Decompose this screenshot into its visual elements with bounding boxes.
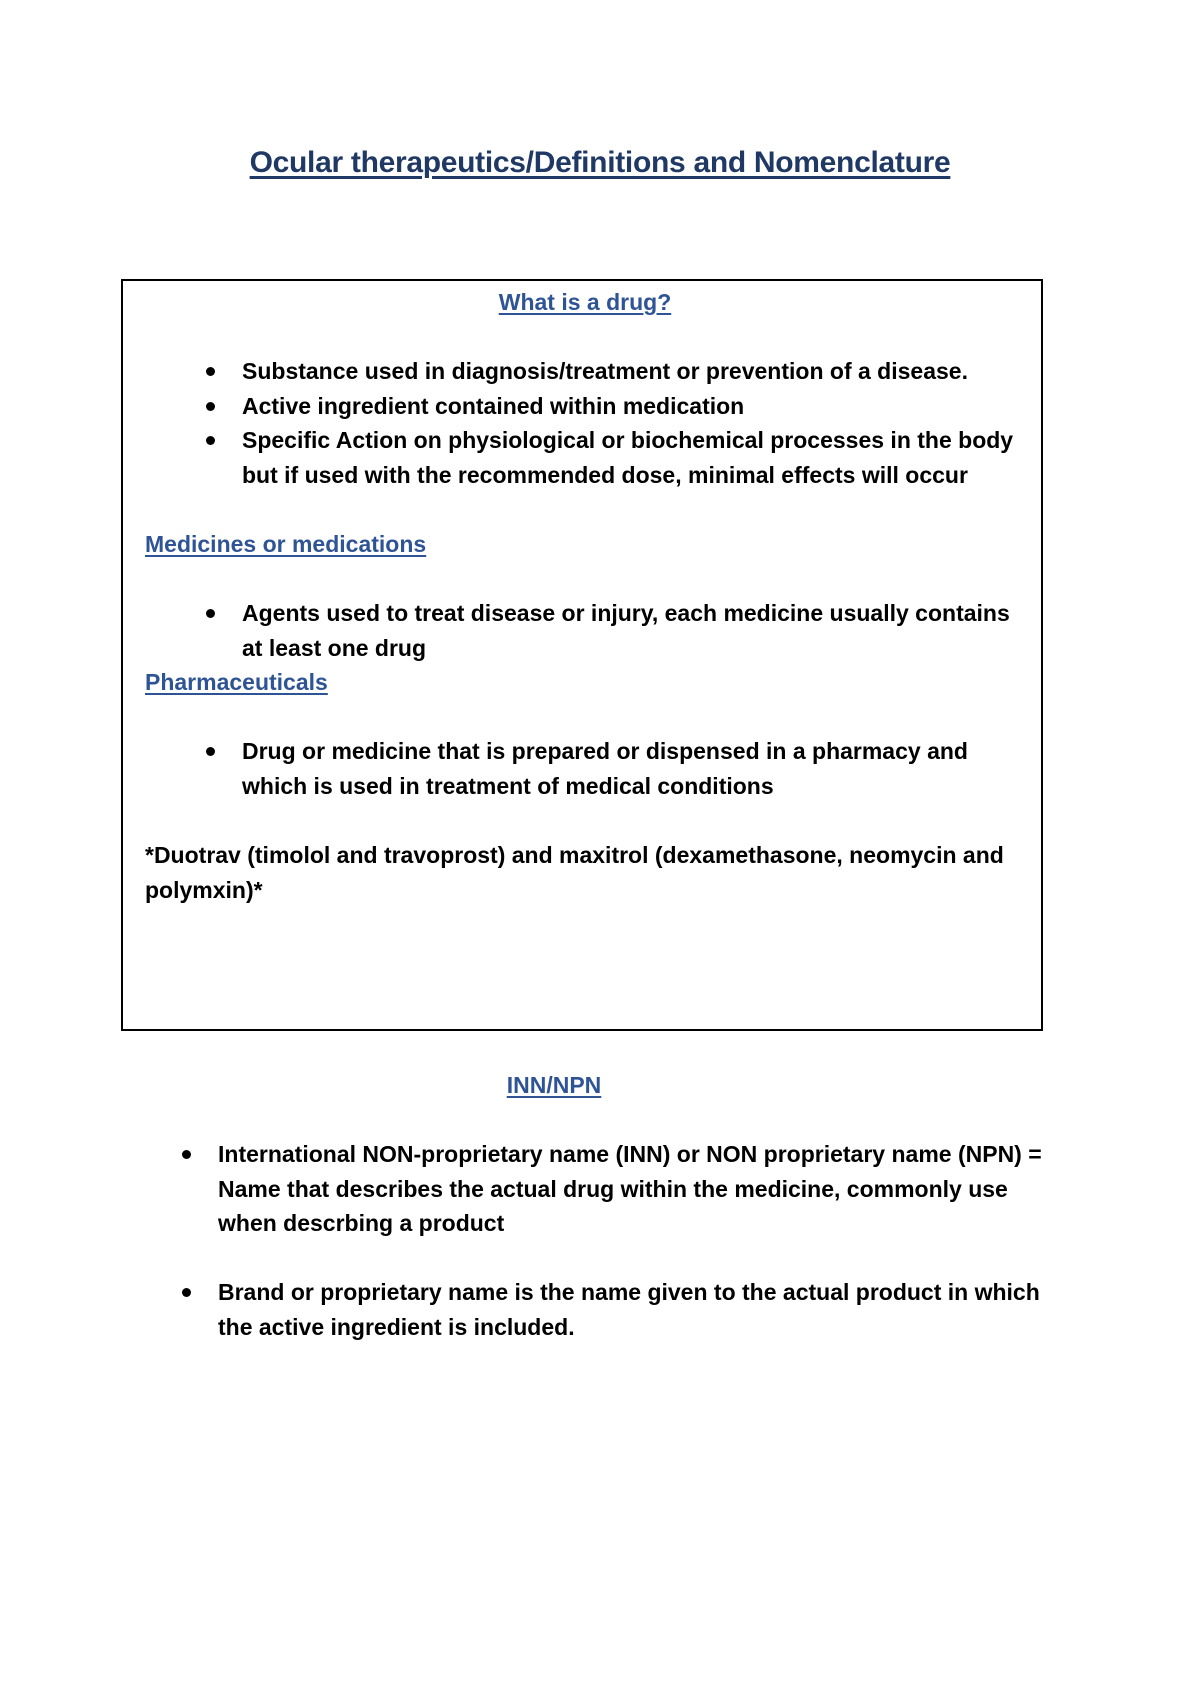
inn-section (143, 1068, 1043, 1344)
medicines-heading: Medicines or medications (145, 531, 427, 557)
bullet-icon (182, 1288, 191, 1297)
bullet-icon (206, 609, 215, 618)
page-title: Ocular therapeutics/Definitions and Nomenclature (249, 146, 951, 179)
drug-bullet-list (145, 354, 1025, 492)
bullet-icon (206, 436, 215, 445)
list-item: Agents used to treat disease or injury, each medicine usually contains at least one drug (145, 596, 1025, 665)
definitions-box-content (145, 281, 1025, 907)
list-item: Substance used in diagnosis/treatment or prevention of a disease. (145, 354, 1025, 389)
list-item: International NON-proprietary name (INN) or NON proprietary name (NPN) = Name that describes the actual drug within the medicine, commonly use when descrbing a product (121, 1137, 1043, 1241)
inn-bullet-list (121, 1137, 1043, 1344)
bullet-icon (182, 1150, 191, 1159)
medicines-bullet-list (145, 596, 1025, 665)
bullet-icon (206, 747, 215, 756)
list-item: Active ingredient contained within medication (145, 389, 1025, 424)
drug-heading: What is a drug? (498, 289, 672, 315)
pharmaceuticals-bullet-list (145, 734, 1025, 803)
pharmaceuticals-heading: Pharmaceuticals (145, 669, 328, 695)
list-item: Brand or proprietary name is the name given to the actual product in which the active ingredient is included. (121, 1275, 1043, 1344)
definitions-box (121, 279, 1043, 1031)
list-item: Specific Action on physiological or biochemical processes in the body but if used with the recommended dose, minimal effects will occur (145, 423, 1025, 492)
list-item: Drug or medicine that is prepared or dispensed in a pharmacy and which is used in treatment of medical conditions (145, 734, 1025, 803)
inn-heading: INN/NPN (506, 1072, 602, 1098)
bullet-icon (206, 402, 215, 411)
bullet-icon (206, 367, 215, 376)
example-note: *Duotrav (timolol and travoprost) and maxitrol (dexamethasone, neomycin and polymxin)* (145, 842, 1004, 903)
